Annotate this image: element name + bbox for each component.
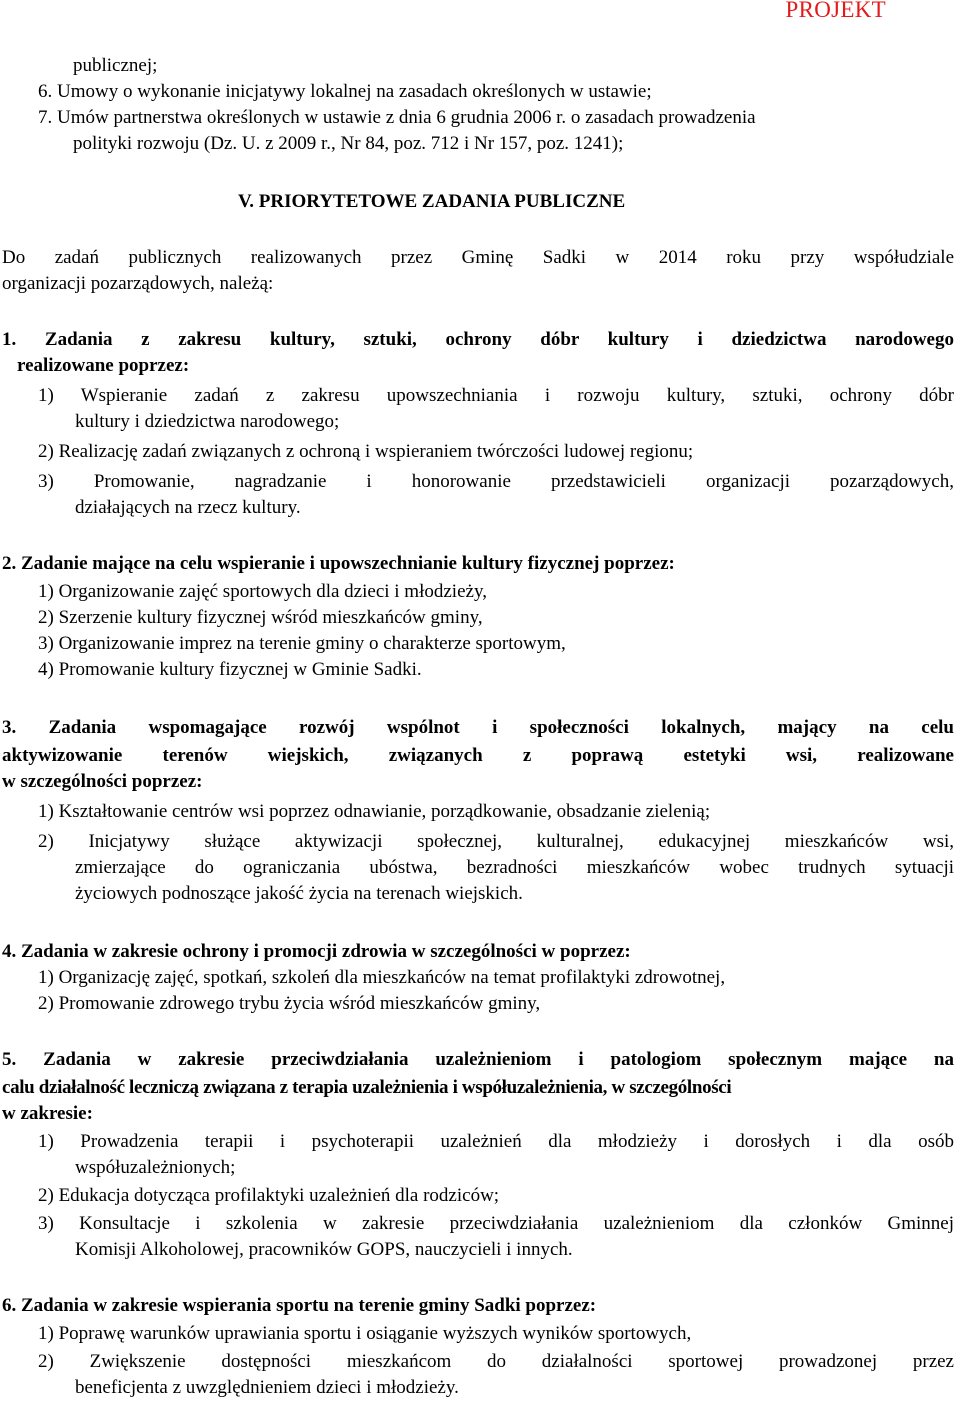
section-heading xyxy=(238,188,625,215)
task3-title: 3. Zadania wspomagające rozwój wspólnot i społeczności lokalnych, mający na celu xyxy=(2,717,954,738)
task3-item-2: 2) Inicjatywy służące aktywizacji społecznej, kulturalnej, edukacyjnej mieszkańców wsi, xyxy=(38,831,954,852)
task2-item-4: 4) Promowanie kultury fizycznej w Gminie Sadki. xyxy=(38,659,422,680)
task3-item-1: 1) Kształtowanie centrów wsi poprzez odnawianie, porządkowanie, obsadzanie zielenią; xyxy=(38,801,711,822)
task4-item-1: 1) Organizację zajęć, spotkań, szkoleń dla mieszkańców na temat profilaktyki zdrowotnej, xyxy=(38,967,726,988)
task6-item-1: 1) Poprawę warunków uprawiania sportu i osiąganie wyższych wyników sportowych, xyxy=(38,1323,692,1344)
section-lead-cont: organizacji pozarządowych, należą: xyxy=(2,273,274,294)
task6-item-2-cont: beneficjenta z uwzględnieniem dzieci i młodzieży. xyxy=(75,1377,459,1398)
task2-item-3: 3) Organizowanie imprez na terenie gminy o charakterze sportowym, xyxy=(38,633,566,654)
task5-item-2: 2) Edukacja dotycząca profilaktyki uzależnień dla rodziców; xyxy=(38,1185,500,1206)
task1-item-2: 2) Realizację zadań związanych z ochroną i wspieraniem twórczości ludowej regionu; xyxy=(38,441,694,462)
task5-item-3-cont: Komisji Alkoholowej, pracowników GOPS, nauczycieli i innych. xyxy=(75,1239,573,1260)
task1-item-1-cont: kultury i dziedzictwa narodowego; xyxy=(75,411,340,432)
projekt-stamp: PROJEKT xyxy=(785,0,886,22)
task6-item-2: 2) Zwiększenie dostępności mieszkańcom do działalności sportowej prowadzonej przez xyxy=(38,1351,954,1372)
task3-item-2-cont2: życiowych podnoszące jakość życia na terenach wiejskich. xyxy=(75,883,523,904)
task5-item-3: 3) Konsultacje i szkolenia w zakresie przeciwdziałania uzależnieniom dla członków Gminnej xyxy=(38,1213,954,1234)
task5-item-1-cont: współuzależnionych; xyxy=(75,1157,236,1178)
intro-line: publicznej; xyxy=(73,55,158,76)
task6-title: 6. Zadania w zakresie wspierania sportu na terenie gminy Sadki poprzez: xyxy=(2,1295,597,1316)
intro-item-7-cont: polityki rozwoju (Dz. U. z 2009 r., Nr 84, poz. 712 i Nr 157, poz. 1241); xyxy=(73,133,624,154)
task5-title-cont: calu działalność leczniczą związana z terapia uzależnienia i współuzależnienia, w szczególności xyxy=(2,1077,732,1098)
task1-title: 1. Zadania z zakresu kultury, sztuki, ochrony dóbr kultury i dziedzictwa narodowego xyxy=(2,329,954,350)
task5-title-cont2: w zakresie: xyxy=(2,1103,93,1124)
task1-item-3: 3) Promowanie, nagradzanie i honorowanie przedstawicieli organizacji pozarządowych, xyxy=(38,471,954,492)
task1-item-1: 1) Wspieranie zadań z zakresu upowszechniania i rozwoju kultury, sztuki, ochrony dóbr xyxy=(38,385,954,406)
task2-title: 2. Zadanie mające na celu wspieranie i upowszechnianie kultury fizycznej poprzez: xyxy=(2,553,675,574)
intro-item-7: 7. Umów partnerstwa określonych w ustawie z dnia 6 grudnia 2006 r. o zasadach prowadzenia xyxy=(38,107,756,128)
task3-title-cont2: w szczególności poprzez: xyxy=(2,771,203,792)
section-heading-text: V. PRIORYTETOWE ZADANIA PUBLICZNE xyxy=(238,191,626,212)
task2-item-1: 1) Organizowanie zajęć sportowych dla dzieci i młodzieży, xyxy=(38,581,487,602)
task2-item-2: 2) Szerzenie kultury fizycznej wśród mieszkańców gminy, xyxy=(38,607,483,628)
task5-item-1: 1) Prowadzenia terapii i psychoterapii uzależnień dla młodzieży i dorosłych i dla osób xyxy=(38,1131,954,1152)
task1-item-3-cont: działających na rzecz kultury. xyxy=(75,497,301,518)
task1-title-cont: realizowane poprzez: xyxy=(17,355,190,376)
intro-item-6: 6. Umowy o wykonanie inicjatywy lokalnej na zasadach określonych w ustawie; xyxy=(38,81,652,102)
task3-item-2-cont: zmierzające do ograniczania ubóstwa, bezradności mieszkańców wobec trudnych sytuacji xyxy=(75,857,954,878)
task3-title-cont: aktywizowanie terenów wiejskich, związanych z poprawą estetyki wsi, realizowane xyxy=(2,745,954,766)
task4-title: 4. Zadania w zakresie ochrony i promocji zdrowia w szczególności w poprzez: xyxy=(2,941,631,962)
task5-title: 5. Zadania w zakresie przeciwdziałania uzależnieniom i patologiom społecznym mające na xyxy=(2,1049,954,1070)
section-lead: Do zadań publicznych realizowanych przez Gminę Sadki w 2014 roku przy współudziale xyxy=(2,247,954,268)
task4-item-2: 2) Promowanie zdrowego trybu życia wśród mieszkańców gminy, xyxy=(38,993,541,1014)
